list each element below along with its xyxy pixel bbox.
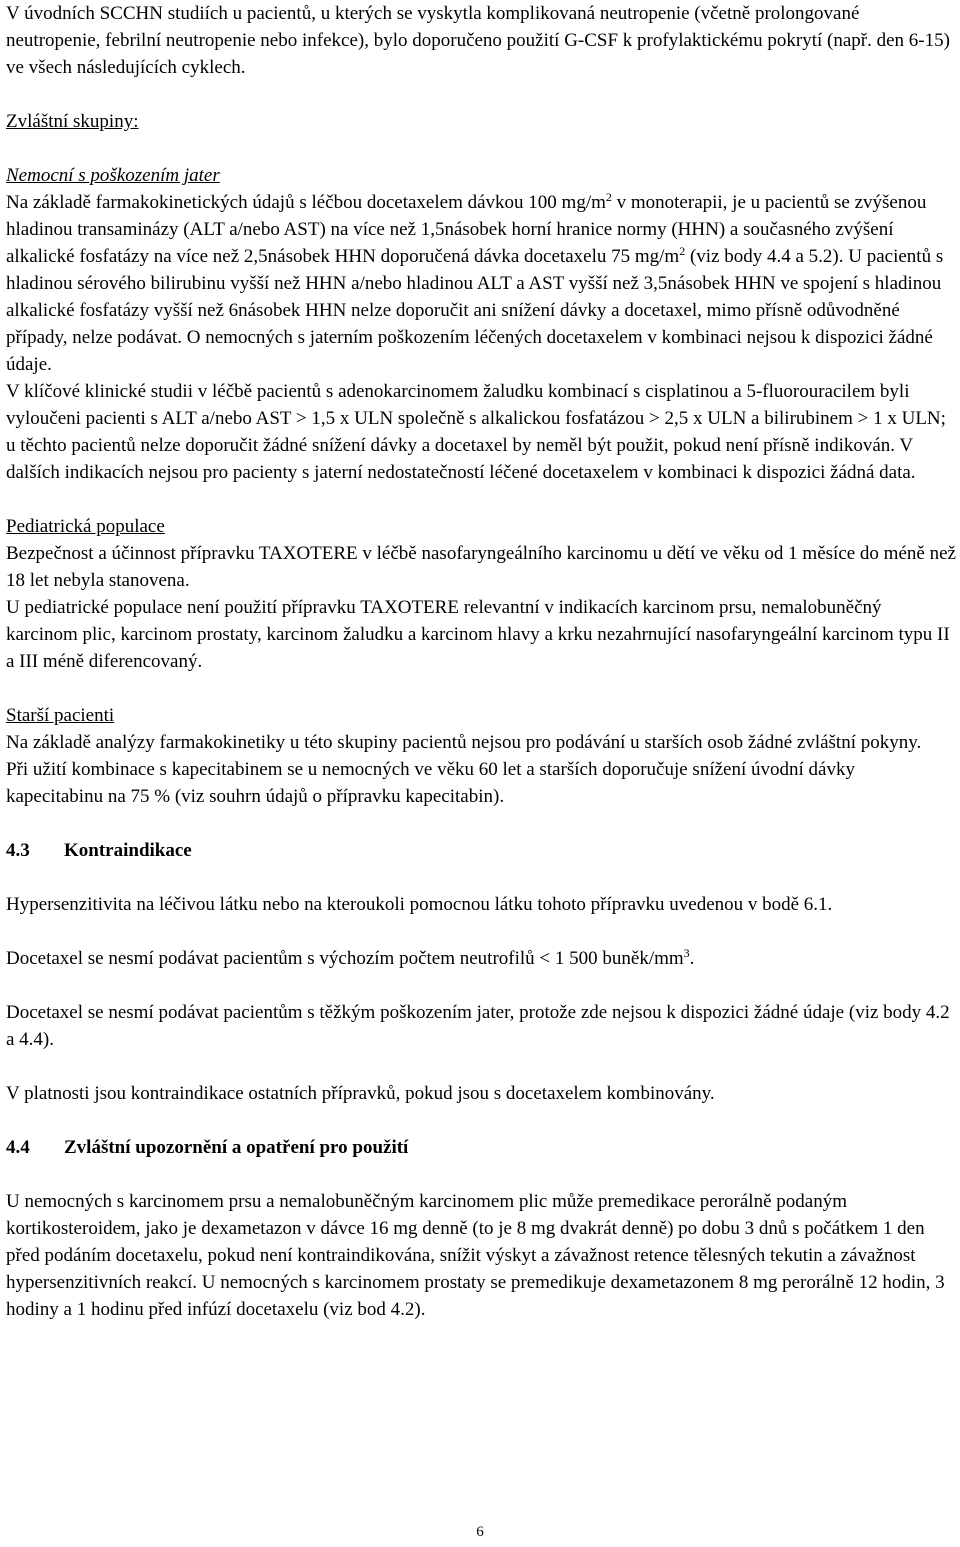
liver-p1-superscript-2: 2 <box>679 244 686 258</box>
special-groups-heading: Zvláštní skupiny: <box>6 111 139 132</box>
contraindication-p2-text-a: Docetaxel se nesmí podávat pacientům s výchozím počtem neutrofilů < 1 500 buněk/mm <box>6 948 684 969</box>
liver-p1-text-c: (viz body 4.4 a 5.2). U pacientů s hladinou sérového bilirubinu vyšší než HHN a/nebo hladinou ALT a AST vyšší než 3,5násobek HHN ve spojení s hladinou alkalické fosfatázy vyšší než 6násobek HHN nelze doporučit ani snížení dávky a docetaxel, mimo přísně odůvodněné případy, nelze podávat. O nemocných s jaterním poškozením léčených docetaxelem v kombinaci nejsou k dispozici žádné údaje. <box>6 246 944 375</box>
pediatric-paragraph-1: Bezpečnost a účinnost přípravku TAXOTERE v léčbě nasofaryngeálního karcinomu u dětí ve věku od 1 měsíce do méně než 18 let nebyla stanovena. <box>6 543 956 591</box>
section-4-4-heading <box>6 1134 956 1161</box>
elderly-paragraph-2: Při užití kombinace s kapecitabinem se u nemocných ve věku 60 let a starších doporučuje snížení úvodní dávky kapecitabinu na 75 % (viz souhrn údajů o přípravku kapecitabin). <box>6 759 855 807</box>
page-number: 6 <box>476 1524 484 1540</box>
contraindication-paragraph-3: Docetaxel se nesmí podávat pacientům s těžkým poškozením jater, protože zde nejsou k dispozici žádné údaje (viz body 4.2 a 4.4). <box>6 1002 950 1050</box>
warnings-paragraph-1: U nemocných s karcinomem prsu a nemalobuněčným karcinomem plic může premedikace perorálně podaným kortikosteroidem, jako je dexametazon v dávce 16 mg denně (to je 8 mg dvakrát denně) po dobu 3 dnů s počátkem 1 den před podáním docetaxelu, pokud není kontraindikována, snížit výskyt a závažnost retence tělesných tekutin a závažnost hypersenzitivních reakcí. U nemocných s karcinomem prostaty se premedikuje dexametazonem 8 mg perorálně 12 hodin, 3 hodiny a 1 hodinu před infúzí docetaxelu (viz bod 4.2). <box>6 1191 945 1320</box>
intro-paragraph: V úvodních SCCHN studiích u pacientů, u kterých se vyskytla komplikovaná neutropenie (včetně prolongované neutropenie, febrilní neutropenie nebo infekce), bylo doporučeno použití G-CSF k profylaktickému pokrytí (např. den 6-15) ve všech následujících cyklech. <box>6 3 950 78</box>
liver-paragraph-2: V klíčové klinické studii v léčbě pacientů s adenokarcinomem žaludku kombinací s cisplatinou a 5-fluorouracilem byli vyloučeni pacienti s ALT a/nebo AST > 1,5 x ULN společně s alkalickou fosfatázou > 2,5 x ULN a bilirubinem > 1 x ULN; u těchto pacientů nelze doporučit žádné snížení dávky a docetaxel by neměl být použit, pokud není přísně indikován. V dalších indikacích nejsou pro pacienty s jaterní nedostatečností léčené docetaxelem v kombinaci k dispozici žádná data. <box>6 381 946 483</box>
section-4-4-number: 4.4 <box>6 1137 30 1158</box>
section-4-3-number: 4.3 <box>6 840 30 861</box>
liver-p1-superscript: 2 <box>605 190 612 204</box>
contraindication-p2-text-b: . <box>689 948 695 969</box>
section-4-3-title: Kontraindikace <box>64 840 192 861</box>
elderly-paragraph-1: Na základě analýzy farmakokinetiky u této skupiny pacientů nejsou pro podávání u starších osob žádné zvláštní pokyny. <box>6 732 922 753</box>
contraindication-p2-superscript: 3 <box>683 946 690 960</box>
liver-paragraph-1 <box>6 189 956 378</box>
pediatric-paragraph-2: U pediatrické populace není použití přípravku TAXOTERE relevantní v indikacích karcinom prsu, nemalobuněčný karcinom plic, karcinom prostaty, karcinom žaludku a karcinom hlavy a krku nezahrnující nasofaryngeální karcinom typu II a III méně diferencovaný. <box>6 597 950 672</box>
contraindication-paragraph-2 <box>6 945 956 972</box>
contraindication-paragraph-4: V platnosti jsou kontraindikace ostatních přípravků, pokud jsou s docetaxelem kombinovány. <box>6 1083 715 1104</box>
section-4-4-title: Zvláštní upozornění a opatření pro použití <box>64 1137 409 1158</box>
liver-subheading: Nemocní s poškozením jater <box>6 165 220 186</box>
elderly-subheading: Starší pacienti <box>6 705 115 726</box>
liver-p1-text-a: Na základě farmakokinetických údajů s léčbou docetaxelem dávkou 100 mg/m <box>6 192 606 213</box>
pediatric-subheading: Pediatrická populace <box>6 516 165 537</box>
liver-p1-text-b: v monoterapii, je u pacientů se zvýšenou hladinou transaminázy (ALT a/nebo AST) na více než 1,5násobek horní hranice normy (HHN) a současného zvýšení alkalické fosfatázy na více než 2,5násobek HHN doporučená dávka docetaxelu 75 mg/m <box>6 192 927 267</box>
document-page <box>6 0 956 1323</box>
contraindication-paragraph-1: Hypersenzitivita na léčivou látku nebo na kteroukoli pomocnou látku tohoto přípravku uvedenou v bodě 6.1. <box>6 894 833 915</box>
section-4-3-heading <box>6 837 956 864</box>
